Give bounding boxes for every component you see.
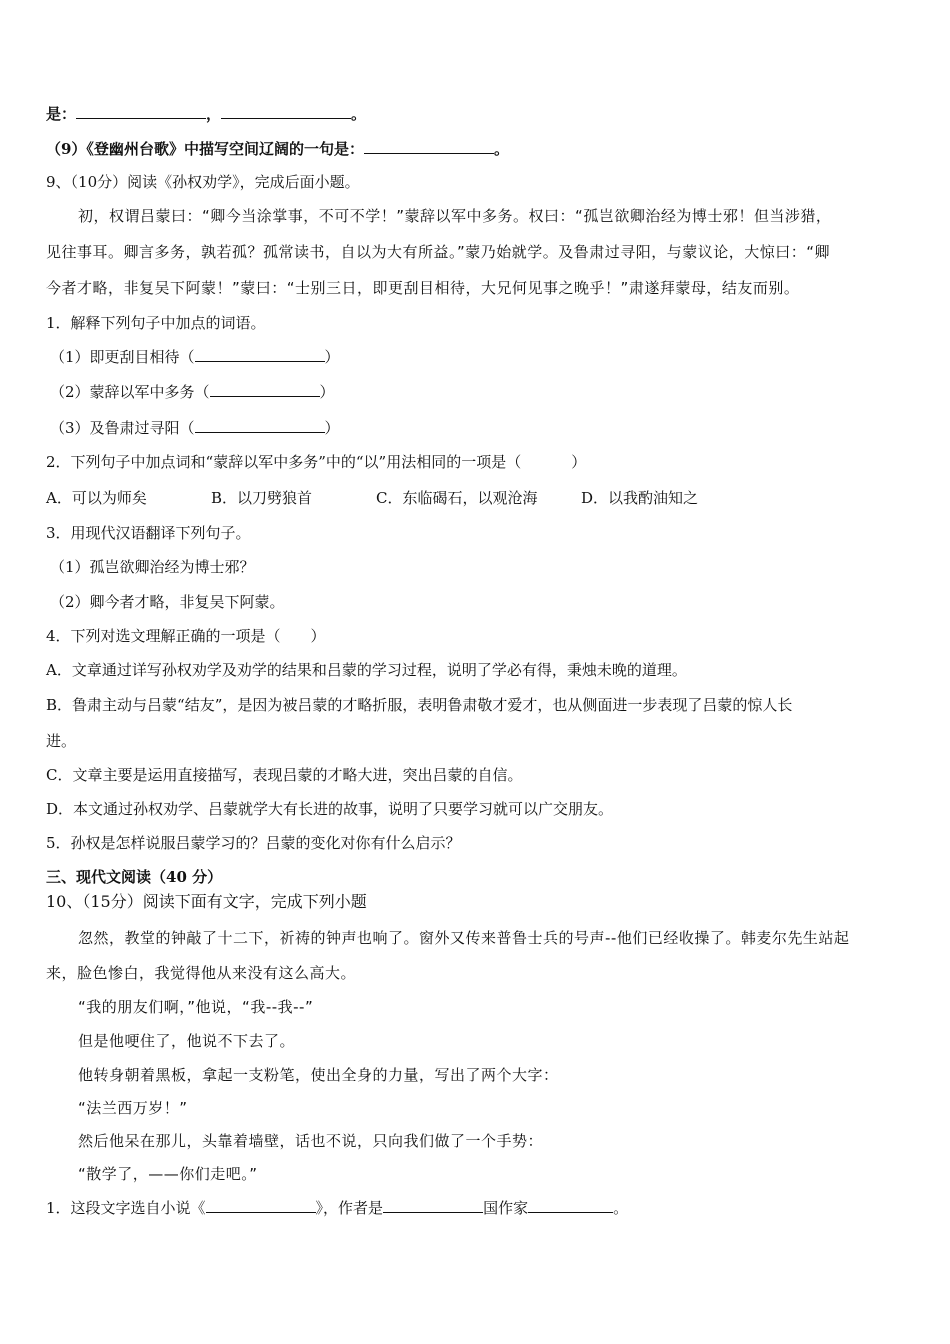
answer-blank[interactable] (364, 138, 494, 154)
passage-text: 但是他哽住了，他说不下去了。 (78, 1032, 296, 1050)
option-a[interactable]: A．文章通过详写孙权劝学及劝学的结果和吕蒙的学习过程，说明了学必有得，秉烛未晚的道理。 (46, 661, 687, 679)
options-row (46, 488, 698, 508)
passage-text: 见往事耳。卿言多务，孰若孤？孤常读书，自以为大有所益。”蒙乃始就学。及鲁肃过寻阳，与蒙议论，大惊曰：“卿 (46, 243, 831, 261)
answer-blank[interactable] (206, 1197, 316, 1213)
passage-text: “散学了，——你们走吧。” (78, 1165, 258, 1183)
answer-blank[interactable] (383, 1197, 483, 1213)
fill-blank-line: （9）《登幽州台歌》中描写空间辽阔的一句是： 。 (46, 140, 509, 158)
sub-item: （1）孤岂欲卿治经为博士邪？ (50, 558, 255, 576)
option-c[interactable]: C．东临碣石，以观沧海 (376, 489, 538, 507)
passage-text: 今者才略，非复吴下阿蒙！”蒙曰：“士别三日，即更刮目相待，大兄何见事之晚乎！”肃遂拜蒙母，结友而别。 (46, 279, 800, 297)
sub-item: （2）蒙辞以军中多务（ ） (50, 383, 335, 401)
sub-item: （1）即更刮目相待（ ） (50, 348, 340, 366)
passage-text: 初，权谓吕蒙曰：“卿今当涂掌事，不可不学！”蒙辞以军中多务。权曰：“孤岂欲卿治经为博士邪！但当涉猎， (78, 207, 832, 225)
sub-question: 3．用现代汉语翻译下列句子。 (46, 524, 251, 542)
passage-text: 来，脸色惨白，我觉得他从来没有这么高大。 (46, 964, 357, 982)
option-b-continued: 进。 (46, 732, 77, 750)
question-heading: 9、（10分）阅读《孙权劝学》，完成后面小题。 (46, 173, 360, 191)
sub-item: （2）卿今者才略，非复吴下阿蒙。 (50, 593, 285, 611)
passage-text: 然后他呆在那儿，头靠着墙壁，话也不说，只向我们做了一个手势： (78, 1132, 544, 1150)
answer-blank[interactable] (195, 346, 325, 362)
sub-question: 4．下列对选文理解正确的一项是（ ） (46, 627, 326, 645)
option-a[interactable]: A．可以为师矣 (46, 489, 147, 507)
sub-question: 5．孙权是怎样说服吕蒙学习的？吕蒙的变化对你有什么启示？ (46, 834, 461, 852)
fill-blank-line: 是： ， 。 (46, 105, 367, 123)
passage-text: “我的朋友们啊，”他说，“我--我--” (78, 998, 314, 1016)
question-heading: 10、（15分）阅读下面有文字，完成下列小题 (46, 892, 367, 911)
option-b[interactable]: B．鲁肃主动与吕蒙“结友”，是因为被吕蒙的才略折服，表明鲁肃敬才爱才，也从侧面进一步表现了吕蒙的惊人长 (46, 696, 793, 714)
answer-blank[interactable] (210, 381, 320, 397)
option-b[interactable]: B．以刀劈狼首 (211, 489, 313, 507)
option-c[interactable]: C．文章主要是运用直接描写，表现吕蒙的才略大进，突出吕蒙的自信。 (46, 766, 523, 784)
answer-blank[interactable] (528, 1197, 613, 1213)
passage-text: “法兰西万岁！” (78, 1099, 188, 1117)
passage-text: 忽然，教堂的钟敲了十二下，祈祷的钟声也响了。窗外又传来普鲁士兵的号声--他们已经收操了。韩麦尔先生站起 (78, 929, 850, 947)
answer-blank[interactable] (76, 103, 206, 119)
sub-item: （3）及鲁肃过寻阳（ ） (50, 419, 340, 437)
sub-question: 1．这段文字选自小说《 》，作者是 国作家 。 (46, 1199, 629, 1217)
option-d[interactable]: D．本文通过孙权劝学、吕蒙就学大有长进的故事，说明了只要学习就可以广交朋友。 (46, 800, 614, 818)
option-d[interactable]: D．以我酌油知之 (581, 489, 699, 507)
passage-text: 他转身朝着黑板，拿起一支粉笔，使出全身的力量，写出了两个大字： (78, 1066, 559, 1084)
sub-question: 1．解释下列句子中加点的词语。 (46, 314, 266, 332)
answer-blank[interactable] (221, 103, 351, 119)
answer-blank[interactable] (195, 417, 325, 433)
sub-question: 2．下列句子中加点词和“蒙辞以军中多务”中的“以”用法相同的一项是（ ） (46, 453, 587, 471)
section-title: 三、现代文阅读（40 分） (46, 868, 223, 886)
